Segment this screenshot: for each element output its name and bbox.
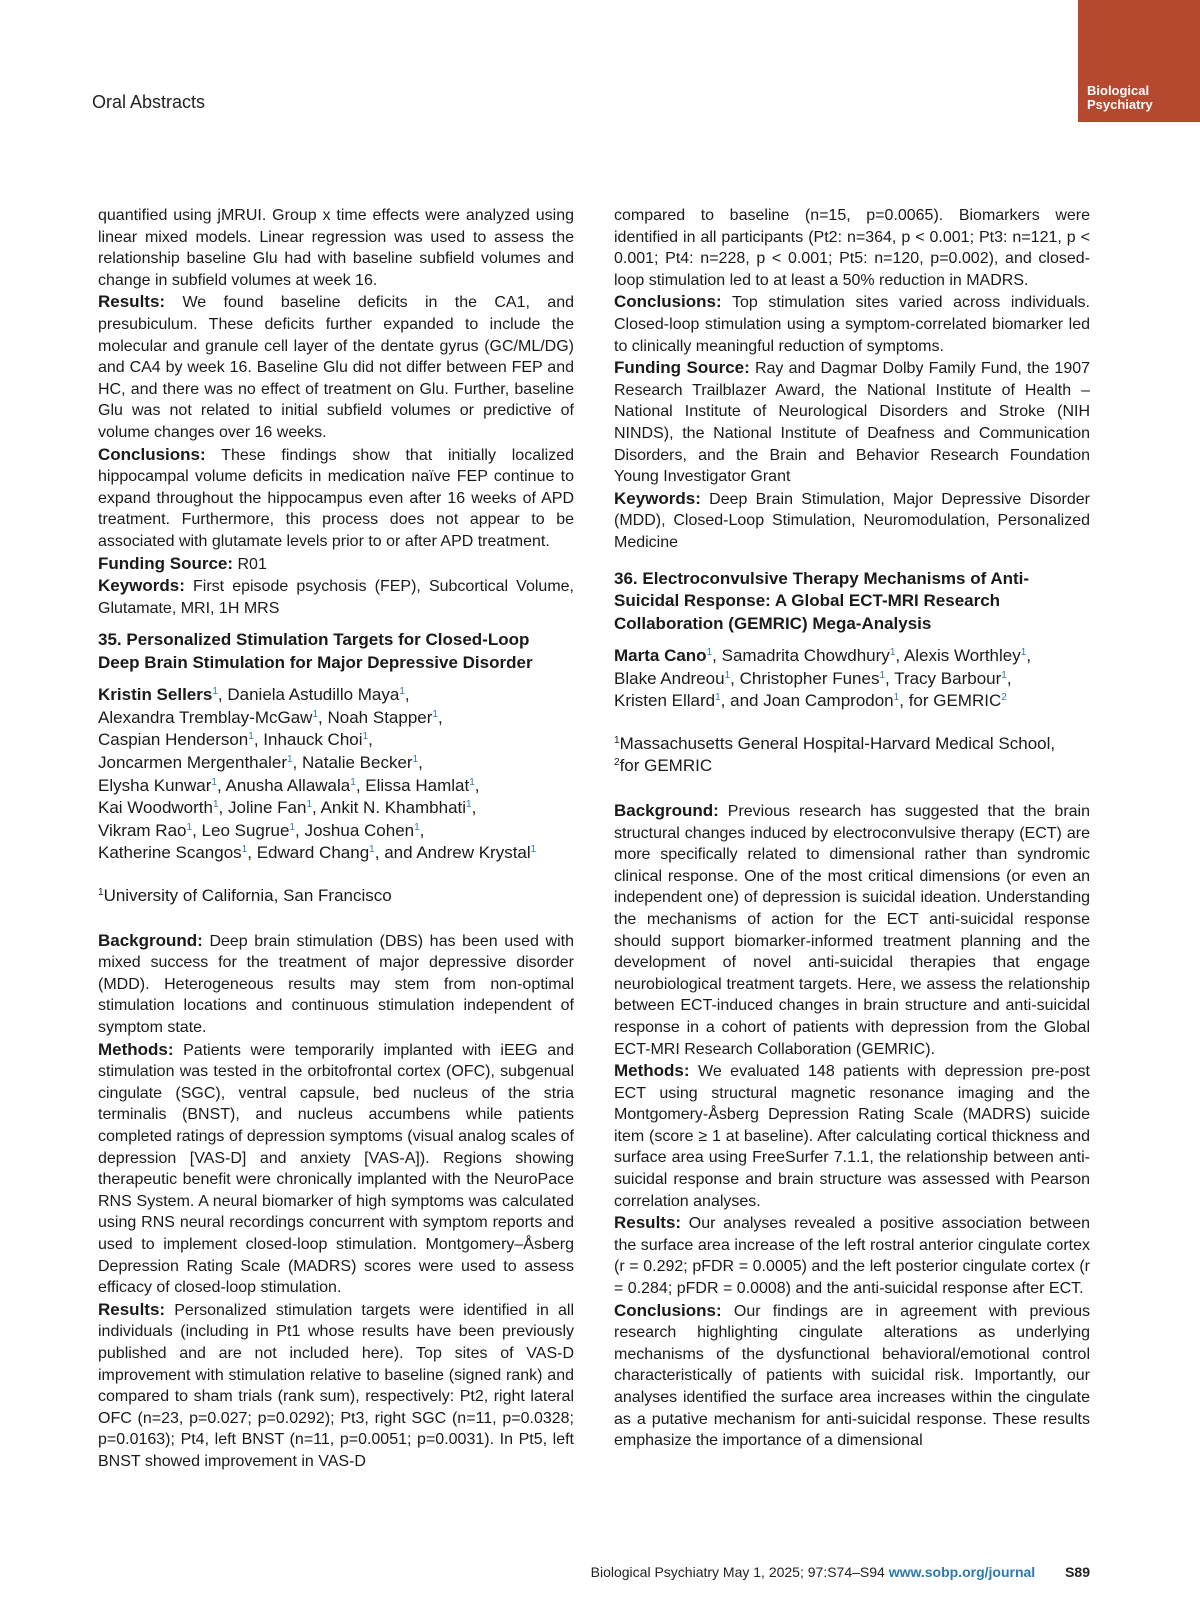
affiliation-mark: 1 xyxy=(98,887,104,899)
author-affiliation-mark: 1 xyxy=(289,821,295,833)
funding-text: Ray and Dagmar Dolby Family Fund, the 1907 Research Trailblazer Award, the National Institute of Health – National Institute of Neurological Disorders and Stroke (NIH NINDS), the National Institute of Deafness and Communication Disorders, and the Brain and Behavior Research Foundation Young Investigator Grant xyxy=(614,360,1091,486)
abstract-35-funding xyxy=(614,357,1090,488)
author-affiliation-mark: 1 xyxy=(432,708,438,720)
author-affiliation-mark: 1 xyxy=(706,647,713,658)
author-affiliation-mark: 1 xyxy=(212,686,218,698)
author-name: Blake Andreou xyxy=(614,668,725,688)
prev-results-text: We found baseline deficits in the CA1, and presubiculum. These deficits further expanded to include the molecular and granule cell layer of the dentate gyrus (GC/ML/DG) and CA4 by week 16. Baseline Glu did not differ between FEP and HC, and there was no effect of treatment on Glu. Further, baseline Glu was not related to initial subfield volumes or predictive of volume changes over 16 weeks. xyxy=(98,294,574,441)
prev-conclusions-text: These findings show that initially localized hippocampal volume deficits in medication naïve FEP continue to expand throughout the hippocampus even after 16 weeks of APD treatment. Furthermore, this process does not appear to be associated with glutamate levels prior to or after APD treatment. xyxy=(98,446,575,550)
methods-label: Methods: xyxy=(98,1039,174,1059)
abstract-36-conclusions xyxy=(614,1300,1090,1452)
author-affiliation-mark: 1 xyxy=(399,686,405,698)
author-affiliation-mark: 1 xyxy=(1001,669,1007,681)
keywords-label: Keywords: xyxy=(98,576,185,596)
author-affiliation-mark: 1 xyxy=(286,754,293,766)
author-name: Kai Woodworth xyxy=(98,798,213,818)
methods-text: We evaluated 148 patients with depression pre-post ECT using structural magnetic resonance imaging and the Montgomery-Åsberg Depression Rating Scale (MADRS) suicide item (score ≥ 1 at baseline). After calculating cortical thickness and surface area using FreeSurfer 7.1.1, the relationship between anti-suicidal response and brain structure was assessed with Pearson correlation analyses. xyxy=(614,1063,1090,1210)
author-affiliation-mark: 1 xyxy=(186,821,193,833)
author-name: Christopher Funes xyxy=(739,668,880,688)
affiliation-mark: 1 xyxy=(614,734,620,746)
author-name: Vikram Rao xyxy=(98,820,187,840)
conclusions-text: Top stimulation sites varied across individuals. Closed-loop stimulation using a symptom-correlated biomarker led to clinically meaningful reduction of symptoms. xyxy=(614,294,1090,355)
journal-logo-line1: Biological xyxy=(1087,83,1150,98)
keywords-label: Keywords: xyxy=(614,488,701,508)
author-name: Alexandra Tremblay-McGaw xyxy=(98,707,313,727)
author-affiliation-mark: 2 xyxy=(1001,692,1007,704)
author-name: Kristen Ellard xyxy=(614,691,716,711)
results-label: Results: xyxy=(98,292,166,312)
conclusions-label: Conclusions: xyxy=(614,292,722,312)
author-affiliation-mark: 1 xyxy=(715,692,721,704)
author-affiliation-mark: 1 xyxy=(530,844,537,856)
abstract-35-title: 35. Personalized Stimulation Targets for Closed-Loop Deep Brain Stimulation for Major Depressive Disorder xyxy=(98,630,533,672)
author-name: Tracy Barbour xyxy=(894,668,1002,688)
author-name: Natalie Becker xyxy=(302,753,413,773)
affiliation-text: University of California, San Francisco xyxy=(103,886,392,906)
author-name: Joline Fan xyxy=(228,798,307,818)
abstract-35-affiliation xyxy=(98,885,574,908)
results-label: Results: xyxy=(98,1299,166,1319)
author-name: Anusha Allawala xyxy=(225,775,351,795)
prev-keywords-text: First episode psychosis (FEP), Subcortical Volume, Glutamate, MRI, 1H MRS xyxy=(98,578,574,617)
author-name: Inhauck Choi xyxy=(263,730,363,750)
affiliation-mark: 2 xyxy=(614,757,620,769)
journal-url-link[interactable]: www.sobp.org/journal xyxy=(888,1564,1036,1580)
conclusions-label: Conclusions: xyxy=(614,1300,722,1320)
author-affiliation-mark: 1 xyxy=(1020,647,1027,658)
abstract-36-results xyxy=(614,1212,1090,1299)
author-affiliation-mark: 1 xyxy=(469,776,475,788)
results-text: Our analyses revealed a positive association between the surface area increase of the left rostral anterior cingulate cortex (r = 0.292; pFDR = 0.0005) and the left posterior cingulate cortex (r = 0.284; pFDR = 0.0008) and the anti-suicidal response after ECT. xyxy=(614,1215,1090,1298)
abstract-35-conclusions xyxy=(614,291,1090,357)
author-name: Alexis Worthley xyxy=(903,646,1021,665)
author-affiliation-mark: 1 xyxy=(412,754,419,766)
author-name: Elysha Kunwar xyxy=(98,775,212,795)
abstract-36-background xyxy=(614,800,1090,1060)
funding-label: Funding Source: xyxy=(614,358,750,378)
author-name: and Andrew Krystal xyxy=(384,843,531,863)
author-name: Noah Stapper xyxy=(327,707,433,727)
running-header: Oral Abstracts xyxy=(92,92,206,112)
author-affiliation-mark: 1 xyxy=(369,844,375,856)
author-name: Kristin Sellers xyxy=(98,685,213,705)
background-label: Background: xyxy=(614,800,719,820)
results-label: Results: xyxy=(614,1213,682,1233)
author-name: Leo Sugrue xyxy=(201,820,290,840)
abstract-36-affiliations xyxy=(614,733,1090,778)
author-affiliation-mark: 1 xyxy=(362,731,369,743)
author-affiliation-mark: 1 xyxy=(879,669,886,681)
abstract-35-authors: Kristin Sellers$^1$, Daniela Astudillo Maya$^1$, Alexandra Tremblay-McGaw$^1$, Noah Stapper$^1$, Caspian Henderson$^1$, Inhauck Choi$^1$, Joncarmen Mergenthaler$^1$, Natalie Becker$^1$, Elysha Kunwar$^1$, Anusha Allawala$^1$, Elissa Hamlat$^1$, Kai Woodworth$^1$, Joline Fan$^1$, Ankit N. Khambhati$^1$, Vikram Rao$^1$, Leo Sugrue$^1$, Joshua Cohen$^1$, Katherine Scangos$^1$, Edward Chang$^1$, and Andrew Krystal$^1$ xyxy=(98,685,537,863)
background-text: Deep brain stimulation (DBS) has been used with mixed success for the treatment of major depressive disorder (MDD). Heterogeneous results may stem from non-optimal stimulation locations and continuous stimulation independent of symptom state. xyxy=(98,932,574,1036)
page-footer xyxy=(0,1564,1090,1580)
right-column xyxy=(614,205,1090,1452)
author-name: Samadrita Chowdhury xyxy=(721,646,890,665)
author-affiliation-mark: 1 xyxy=(893,692,900,704)
author-affiliation-mark: 1 xyxy=(241,844,248,856)
abstract-35-background xyxy=(98,930,574,1039)
prev-funding-text: R01 xyxy=(237,555,267,573)
abstract-35-results-continued: compared to baseline (n=15, p=0.0065). Biomarkers were identified in all participants (Pt2: n=364, p < 0.001; Pt3: n=121, p < 0.001; Pt4: n=228, p < 0.001; Pt5: n=120, p=0.002), and closed-loop stimulation led to at least a 50% reduction in MADRS. xyxy=(614,207,1090,289)
author-name: and Joan Camprodon xyxy=(730,691,894,711)
author-affiliation-mark: 1 xyxy=(889,647,896,658)
journal-logo xyxy=(1078,0,1200,122)
author-name: Caspian Henderson xyxy=(98,730,249,750)
abstract-36-title: 36. Electroconvulsive Therapy Mechanisms of Anti-Suicidal Response: A Global ECT-MRI Research Collaboration (GEMRIC) Mega-Analysis xyxy=(614,568,1030,633)
author-name: Joshua Cohen xyxy=(304,820,415,840)
author-affiliation-mark: 1 xyxy=(414,821,420,833)
prev-methods-tail: quantified using jMRUI. Group x time effects were analyzed using linear mixed models. Linear regression was used to assess the relationship baseline Glu had with baseline subfield volumes and change in subfield volumes at week 16. xyxy=(98,207,574,289)
author-affiliation-mark: 1 xyxy=(211,776,217,788)
left-column xyxy=(98,205,574,1472)
abstract-35-results xyxy=(98,1299,574,1473)
author-affiliation-mark: 1 xyxy=(212,799,219,811)
author-name: Elissa Hamlat xyxy=(365,775,470,795)
author-affiliation-mark: 1 xyxy=(248,731,254,743)
author-affiliation-mark: 1 xyxy=(306,799,312,811)
prev-conclusions xyxy=(98,444,574,553)
author-affiliation-mark: 1 xyxy=(312,708,319,720)
footer-citation: Biological Psychiatry May 1, 2025; 97:S74–S94 xyxy=(590,1564,885,1580)
abstract-36-authors: Marta Cano$^1$, Samadrita Chowdhury$^1$, Alexis Worthley$^1$, Blake Andreou$^1$, Christopher Funes$^1$, Tracy Barbour$^1$, Kristen Ellard$^1$, and Joan Camprodon$^1$, for GEMRIC$^2$ xyxy=(614,646,1032,711)
author-name: Daniela Astudillo Maya xyxy=(227,685,400,705)
background-text: Previous research has suggested that the brain structural changes induced by electroconvulsive therapy (ECT) are more specifically related to dimensional rather than syndromic clinical response. One of the most critical dimensions (or even an independent one) of depression is suicidal ideation. Understanding the mechanisms of action for the ECT anti-suicidal response should support biomarker-informed treatment planning and the development of novel anti-suicidal therapies that engage neurobiological treatment targets. Here, we assess the relationship between ECT-induced changes in brain structure and anti-suicidal response in a cohort of patients with depression from the Global ECT-MRI Research Collaboration (GEMRIC). xyxy=(614,802,1090,1058)
conclusions-label: Conclusions: xyxy=(98,444,206,464)
author-name: Joncarmen Mergenthaler xyxy=(98,753,287,773)
author-name: Ankit N. Khambhati xyxy=(320,798,467,818)
methods-label: Methods: xyxy=(614,1061,690,1081)
affiliation-text: for GEMRIC xyxy=(619,756,713,776)
page-number: S89 xyxy=(1065,1564,1090,1580)
author-name: Edward Chang xyxy=(256,843,370,863)
author-affiliation-mark: 1 xyxy=(466,799,472,811)
abstract-35-keywords xyxy=(614,488,1090,554)
prev-keywords xyxy=(98,575,574,619)
prev-funding xyxy=(98,553,574,576)
author-affiliation-mark: 1 xyxy=(350,776,356,788)
keywords-text: Deep Brain Stimulation, Major Depressive Disorder (MDD), Closed-Loop Stimulation, Neuromodulation, Personalized Medicine xyxy=(614,490,1090,551)
abstract-36-methods xyxy=(614,1060,1090,1212)
background-label: Background: xyxy=(98,930,203,950)
prev-results xyxy=(98,291,574,443)
author-name: for GEMRIC xyxy=(908,691,1002,711)
funding-label: Funding Source: xyxy=(98,553,234,573)
methods-text: Patients were temporarily implanted with iEEG and stimulation was tested in the orbitofrontal cortex (OFC), subgenual cingulate (SGC), ventral capsule, bed nucleus of the stria terminalis (BNST), and nucleus accumbens while patients completed ratings of depression symptoms (visual analog scales of depression [VAS-D] and anxiety [VAS-A]). Regions showing therapeutic benefit were chronically implanted with the NeuroPace RNS System. A neural biomarker of high symptoms was calculated using RNS neural recordings concurrent with symptom reports and used to implement closed-loop stimulation. Montgomery–Åsberg Depression Rating Scale (MADRS) scores were used to assess efficacy of closed-loop stimulation. xyxy=(98,1041,574,1297)
author-name: Katherine Scangos xyxy=(98,843,242,863)
conclusions-text: Our findings are in agreement with previous research highlighting cingulate alterations as underlying mechanisms of the dysfunctional behavioral/emotional control characteristically of patients with suicidal risk. Importantly, our analyses identified the surface area increases within the cingulate as a putative mechanism for anti-suicidal response. These results emphasize the importance of a dimensional xyxy=(614,1302,1090,1450)
results-text: Personalized stimulation targets were identified in all individuals (including in Pt1 whose results have been previously published and are not included here). Top sites of VAS-D improvement with stimulation relative to baseline (signed rank) and compared to sham trials (rank sum), respectively: Pt2, right lateral OFC (n=23, p=0.027; p=0.0292); Pt3, right SGC (n=11, p=0.0328; p=0.0163); Pt4, left BNST (n=11, p=0.0051; p=0.0031). In Pt5, left BNST showed improvement in VAS-D xyxy=(98,1301,574,1470)
author-affiliation-mark: 1 xyxy=(724,669,731,681)
journal-logo-line2: Psychiatry xyxy=(1087,97,1153,112)
abstract-35-methods xyxy=(98,1039,574,1299)
author-name: Marta Cano xyxy=(614,646,707,665)
affiliation-text: Massachusetts General Hospital-Harvard Medical School, xyxy=(619,733,1056,753)
